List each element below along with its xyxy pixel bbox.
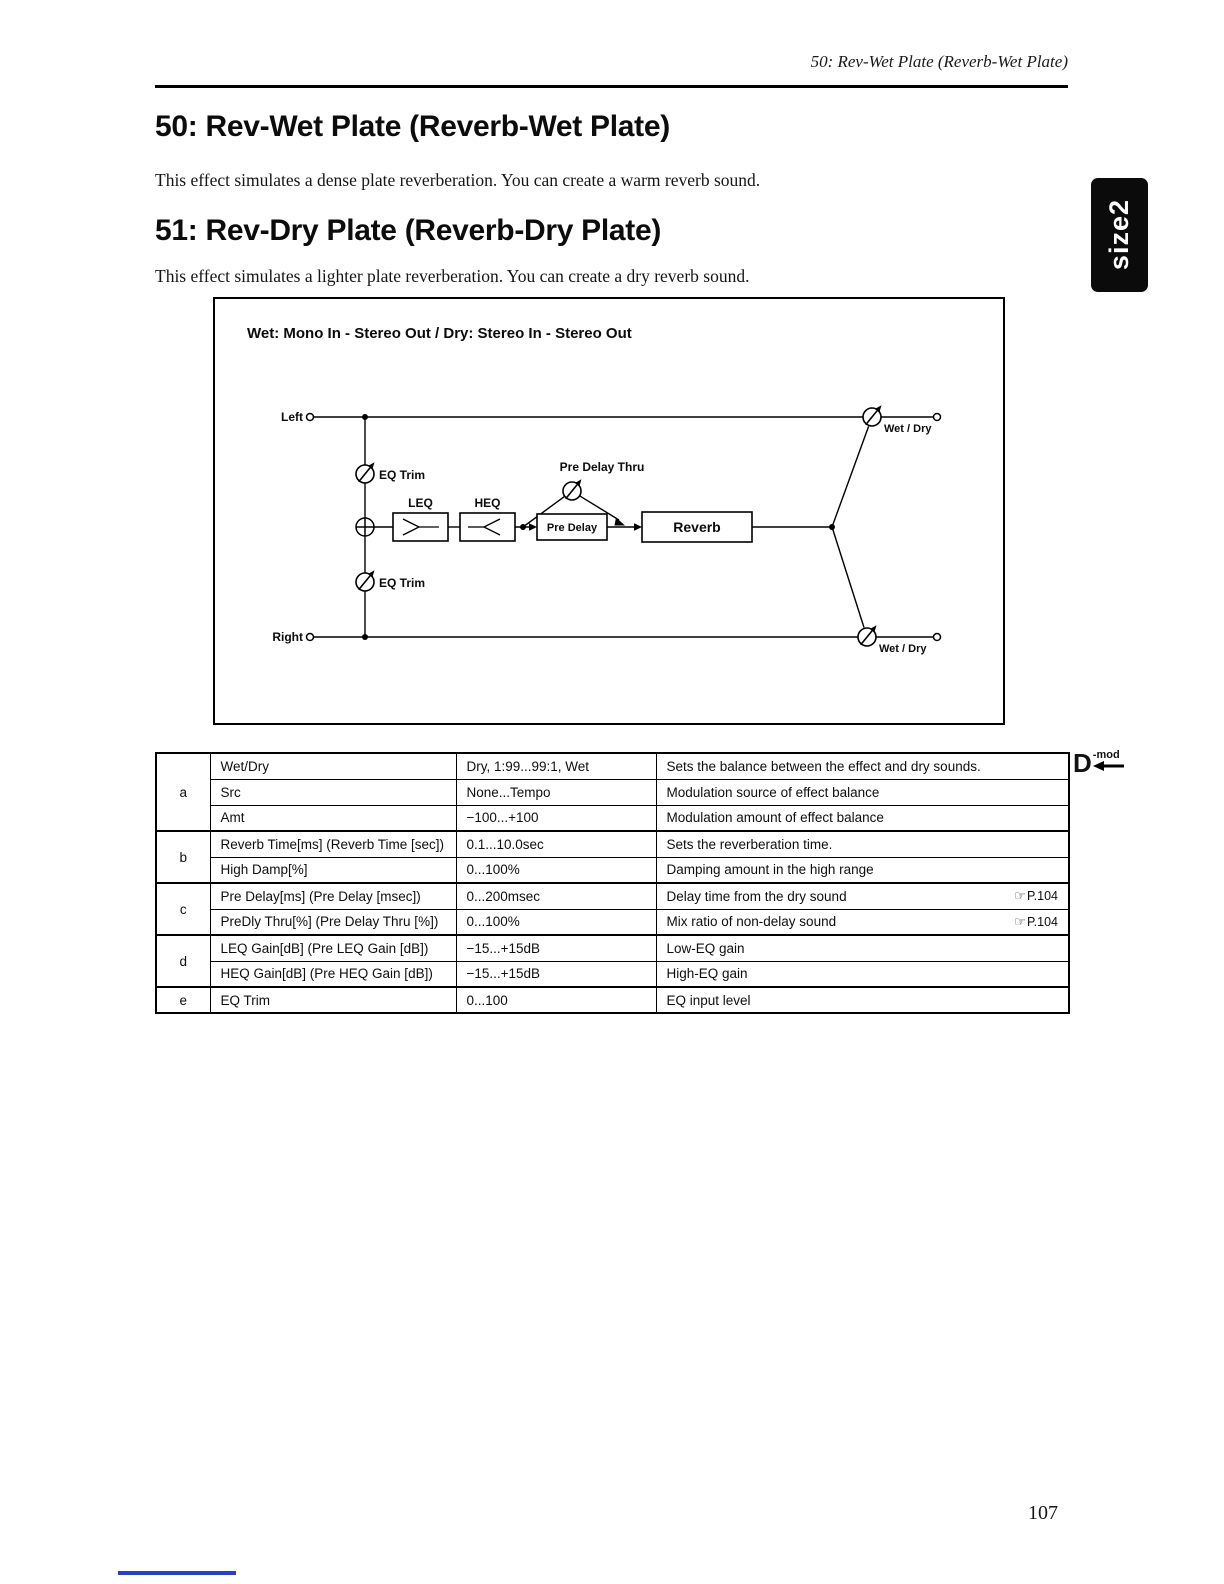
pointing-hand-icon: ☞	[1014, 888, 1026, 904]
param-range: −15...+15dB	[456, 961, 656, 987]
eq-trim-bottom-label: EQ Trim	[379, 576, 426, 590]
dmod-letter: D	[1073, 748, 1092, 778]
param-name: EQ Trim	[210, 987, 456, 1013]
page-reference	[1014, 914, 1058, 930]
table-row	[156, 831, 1069, 857]
diagram-title: Wet: Mono In - Stereo Out / Dry: Stereo In - Stereo Out	[247, 325, 632, 342]
group-label-c: c	[156, 883, 210, 935]
table-row	[156, 857, 1069, 883]
table-row	[156, 987, 1069, 1013]
right-output-terminal	[934, 634, 941, 641]
param-range: None...Tempo	[456, 779, 656, 805]
param-desc: Modulation source of effect balance	[656, 779, 1069, 805]
wet-dry-knob-bottom-icon	[858, 625, 877, 646]
param-desc: EQ input level	[656, 987, 1069, 1013]
dmod-superscript: -mod	[1092, 749, 1120, 761]
signal-flow-diagram	[213, 297, 1005, 725]
right-input-terminal	[307, 634, 314, 641]
wet-dry-top-label: Wet / Dry	[884, 423, 932, 435]
left-input-terminal	[307, 414, 314, 421]
dmod-arrow-icon	[1093, 761, 1125, 771]
table-row	[156, 805, 1069, 831]
wet-dry-bottom-label: Wet / Dry	[879, 643, 927, 655]
param-desc: High-EQ gain	[656, 961, 1069, 987]
section-heading-51: 51: Rev-Dry Plate (Reverb-Dry Plate)	[155, 214, 662, 247]
pre-delay-thru-label: Pre Delay Thru	[559, 460, 645, 474]
size2-side-tab-label: size2	[1104, 199, 1134, 271]
left-input-label: Left	[281, 410, 303, 424]
table-row	[156, 883, 1069, 909]
pointing-hand-icon: ☞	[1014, 913, 1026, 929]
eq-trim-knob-bottom-icon	[356, 570, 375, 591]
param-desc: Low-EQ gain	[656, 935, 1069, 961]
param-name: HEQ Gain[dB] (Pre HEQ Gain [dB])	[210, 961, 456, 987]
param-name: Pre Delay[ms] (Pre Delay [msec])	[210, 883, 456, 909]
signal-flow-svg	[215, 299, 1003, 723]
header-rule	[155, 85, 1068, 88]
table-row	[156, 909, 1069, 935]
size2-side-tab	[1091, 178, 1148, 292]
wet-dry-knob-top-icon	[863, 405, 882, 426]
page-number: 107	[1028, 1502, 1058, 1524]
left-output-terminal	[934, 414, 941, 421]
group-label-d: d	[156, 935, 210, 987]
mixer-node-icon	[356, 518, 374, 536]
param-desc	[656, 883, 1069, 909]
table-row	[156, 935, 1069, 961]
reverb-block-label: Reverb	[673, 519, 721, 535]
page-reference-text: P.104	[1026, 889, 1058, 904]
parameter-table	[155, 752, 1070, 1014]
param-name: Reverb Time[ms] (Reverb Time [sec])	[210, 831, 456, 857]
param-range: 0.1...10.0sec	[456, 831, 656, 857]
section-body-50: This effect simulates a dense plate reverberation. You can create a warm reverb sound.	[155, 170, 761, 190]
param-range: 0...100	[456, 987, 656, 1013]
param-range: −100...+100	[456, 805, 656, 831]
param-desc: Damping amount in the high range	[656, 857, 1069, 883]
right-input-label: Right	[272, 630, 303, 644]
page-reference-text: P.104	[1026, 914, 1058, 929]
param-name: PreDly Thru[%] (Pre Delay Thru [%])	[210, 909, 456, 935]
param-range: 0...100%	[456, 909, 656, 935]
group-label-b: b	[156, 831, 210, 883]
param-name: Src	[210, 779, 456, 805]
param-name: Amt	[210, 805, 456, 831]
page-reference	[1014, 888, 1058, 904]
param-desc-text: Delay time from the dry sound	[666, 888, 847, 904]
section-body-51: This effect simulates a lighter plate reverberation. You can create a dry reverb sound.	[155, 266, 750, 286]
param-desc-text: Mix ratio of non-delay sound	[666, 914, 837, 930]
table-row	[156, 961, 1069, 987]
pre-delay-thru-knob-icon	[563, 479, 582, 500]
table-row	[156, 753, 1069, 779]
param-desc: Sets the reverberation time.	[656, 831, 1069, 857]
leq-block-label: LEQ	[408, 496, 433, 510]
dmod-icon	[1073, 750, 1125, 776]
param-range: 0...100%	[456, 857, 656, 883]
table-row	[156, 779, 1069, 805]
param-range: 0...200msec	[456, 883, 656, 909]
param-name: LEQ Gain[dB] (Pre LEQ Gain [dB])	[210, 935, 456, 961]
running-header: 50: Rev-Wet Plate (Reverb-Wet Plate)	[810, 52, 1068, 71]
param-range: Dry, 1:99...99:1, Wet	[456, 753, 656, 779]
param-name: Wet/Dry	[210, 753, 456, 779]
pre-delay-block-label: Pre Delay	[546, 522, 598, 534]
param-range: −15...+15dB	[456, 935, 656, 961]
param-desc	[656, 909, 1069, 935]
heq-block-label: HEQ	[474, 496, 501, 510]
param-desc: Modulation amount of effect balance	[656, 805, 1069, 831]
link-underline-artifact	[118, 1571, 236, 1575]
eq-trim-knob-top-icon	[356, 462, 375, 483]
section-heading-50: 50: Rev-Wet Plate (Reverb-Wet Plate)	[155, 110, 670, 143]
group-label-a: a	[156, 753, 210, 831]
param-desc: Sets the balance between the effect and dry sounds.	[656, 753, 1069, 779]
param-name: High Damp[%]	[210, 857, 456, 883]
eq-trim-top-label: EQ Trim	[379, 468, 426, 482]
group-label-e: e	[156, 987, 210, 1013]
